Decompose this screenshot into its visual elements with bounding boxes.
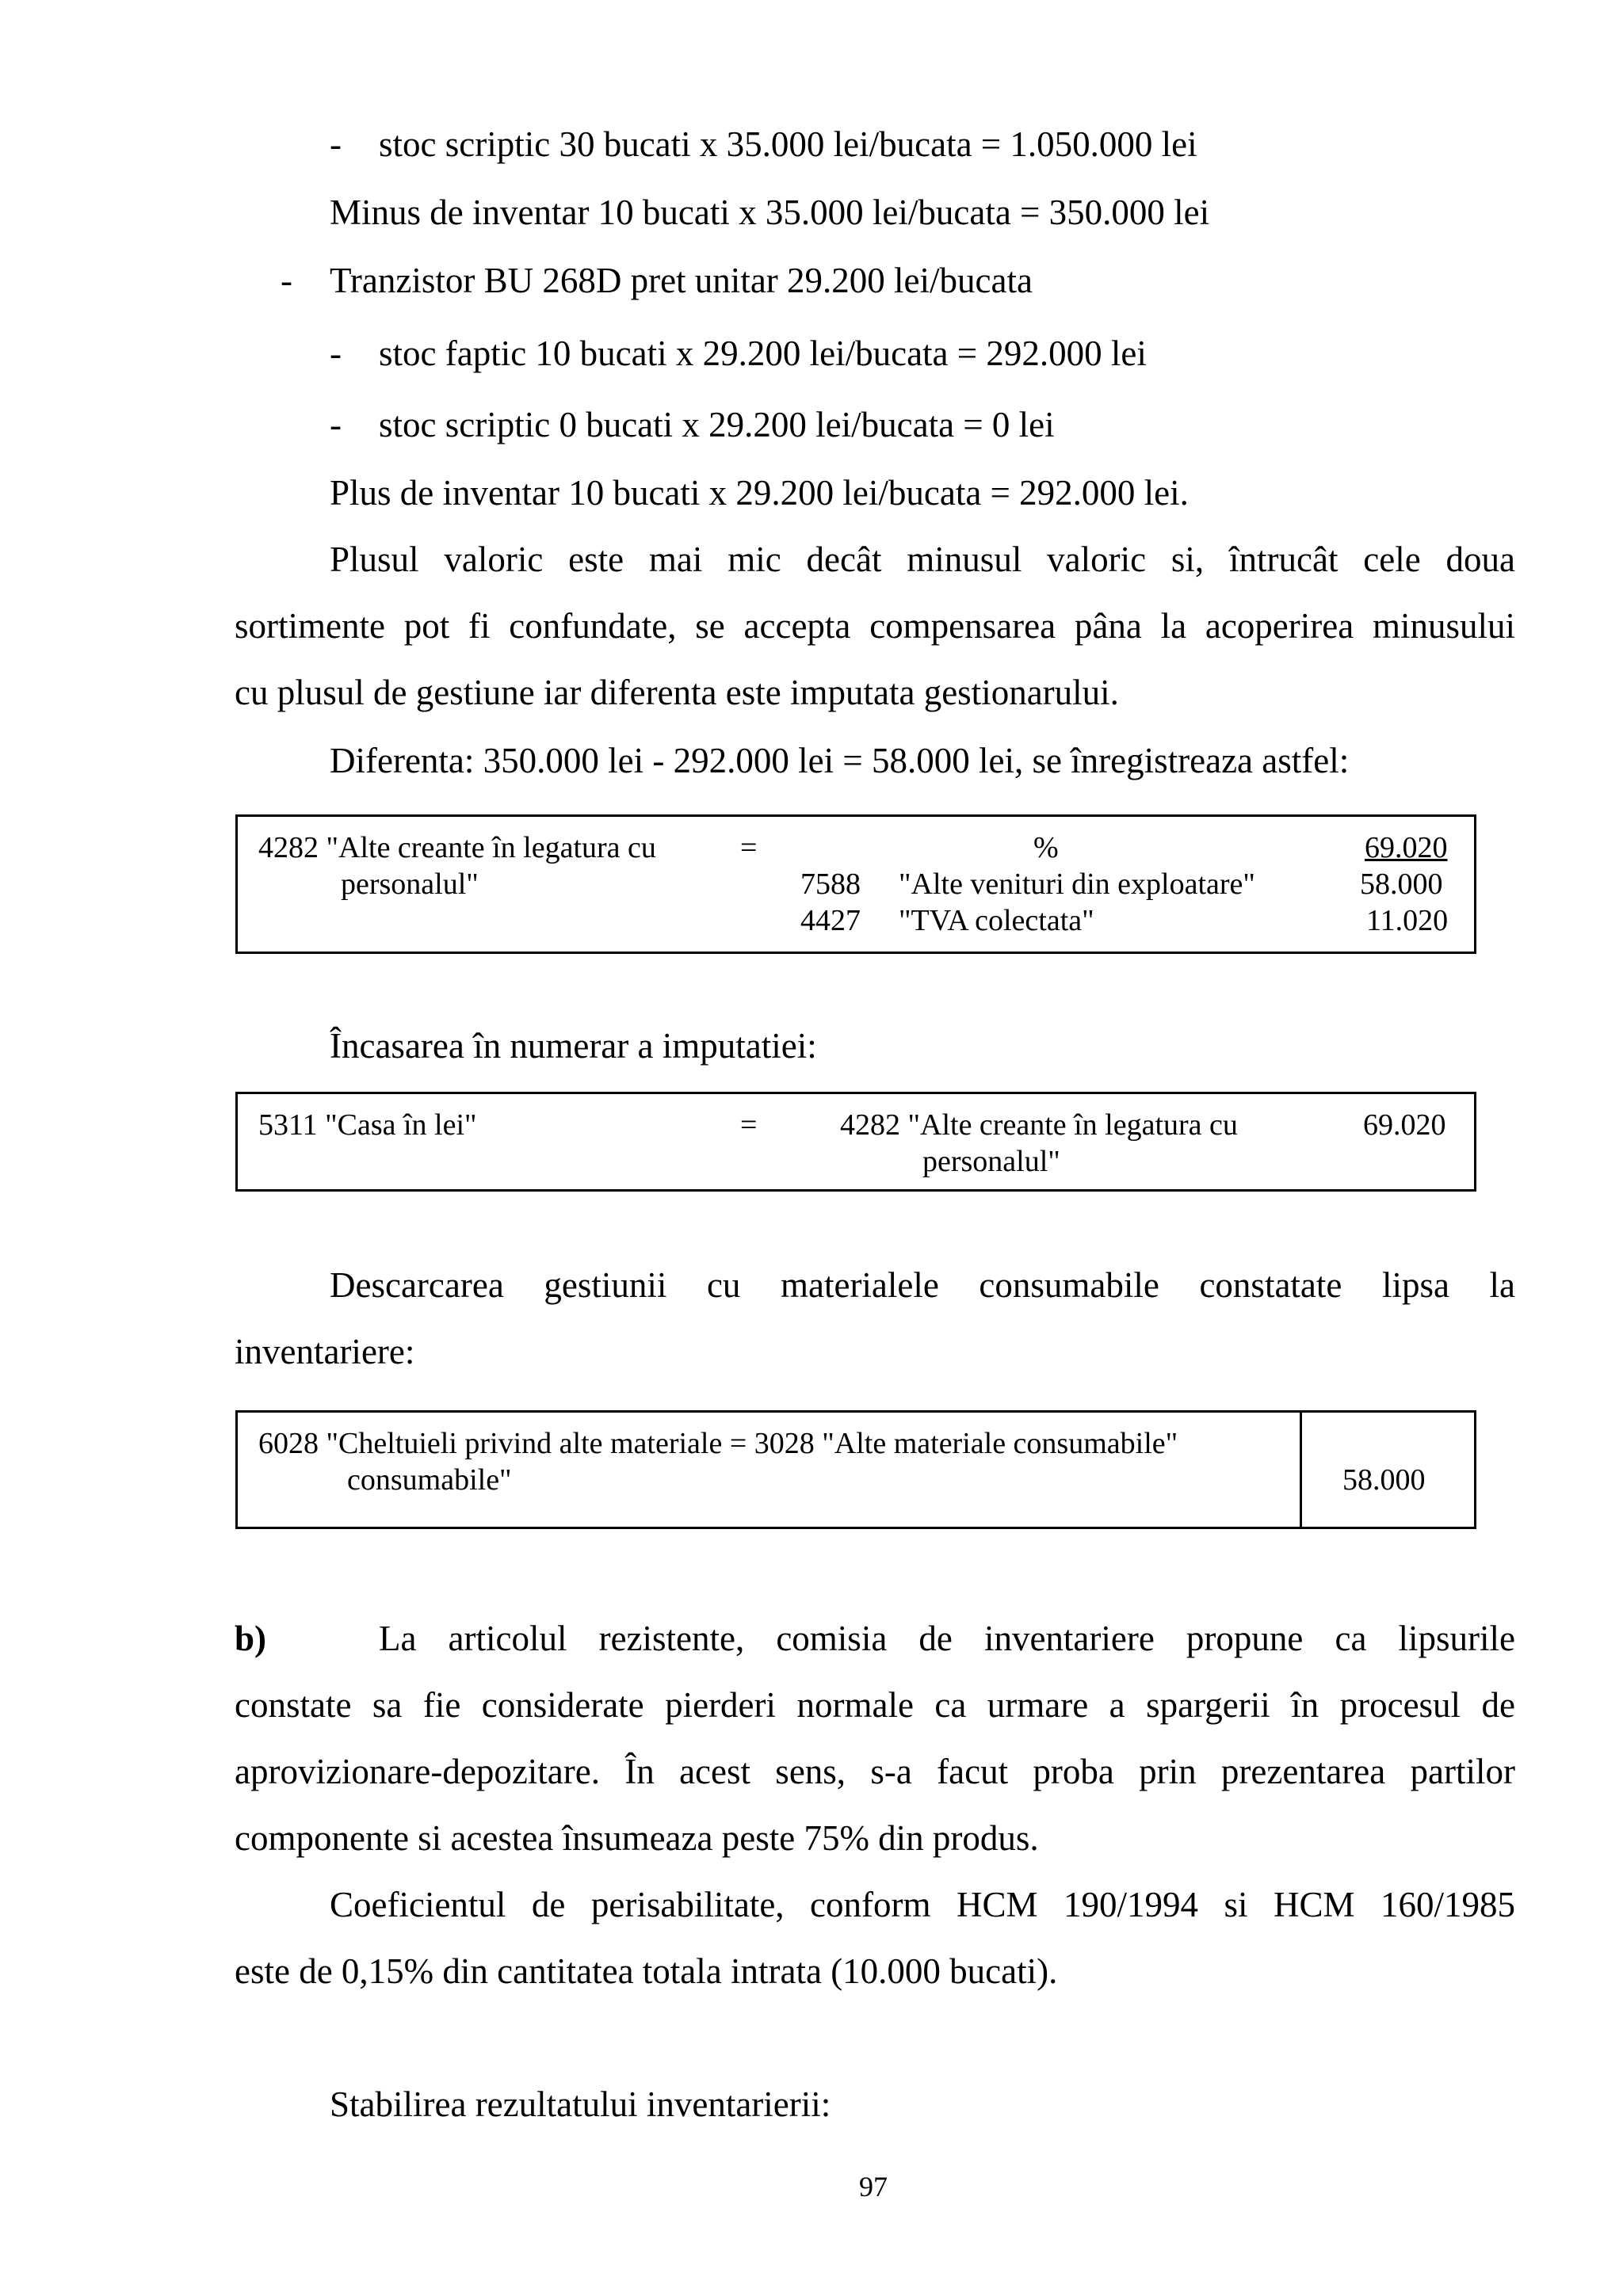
paragraph-line: Diferenta: 350.000 lei - 292.000 lei = 58.000 lei, se înregistreaza astfel:	[330, 741, 1350, 780]
paragraph-line: Încasarea în numerar a imputatiei:	[330, 1026, 817, 1066]
entry2-debit: 5311 "Casa în lei"	[258, 1108, 477, 1142]
entry2-credit-line1: 4282 "Alte creante în legatura cu	[840, 1108, 1238, 1142]
paragraph-line: constate sa fie considerate pierderi normale ca urmare a spargerii în procesul de	[235, 1685, 1515, 1725]
paragraph-line: Stabilirea rezultatului inventarierii:	[330, 2084, 831, 2124]
section-label	[235, 1616, 266, 1661]
paragraph-line: Descarcarea gestiunii cu materialele consumabile constatate lipsa la	[330, 1265, 1515, 1305]
accounting-entry-box-3	[235, 1410, 1476, 1529]
text-line-plus-inventar: Plus de inventar 10 bucati x 29.200 lei/bucata = 292.000 lei.	[330, 473, 1189, 513]
paragraph-line: este de 0,15% din cantitatea totala intrata (10.000 bucati).	[235, 1951, 1058, 1991]
entry1-credit1-amount: 58.000	[1360, 868, 1443, 901]
paragraph-line: Coeficientul de perisabilitate, conform HCM 190/1994 si HCM 160/1985	[330, 1885, 1515, 1924]
bullet-dash: -	[281, 261, 292, 300]
entry1-percent: %	[1033, 831, 1059, 864]
page-number: 97	[859, 2171, 888, 2203]
entry3-line2: consumabile"	[347, 1463, 512, 1497]
entry1-credit1-name: "Alte venituri din exploatare"	[899, 868, 1255, 901]
text-line-tranzistor: Tranzistor BU 268D pret unitar 29.200 lei/bucata	[330, 261, 1033, 300]
entry1-credit2-name: "TVA colectata"	[899, 904, 1094, 937]
paragraph-line: componente si acestea însumeaza peste 75% din produs.	[235, 1818, 1039, 1858]
entry1-equals: =	[740, 831, 758, 864]
entry2-amount: 69.020	[1363, 1108, 1446, 1142]
text-line-stoc-scriptic-1: stoc scriptic 30 bucati x 35.000 lei/bucata = 1.050.000 lei	[379, 124, 1197, 164]
entry3-line1: 6028 "Cheltuieli privind alte materiale = 3028 "Alte materiale consumabile"	[258, 1427, 1178, 1460]
entry1-credit2-account: 4427	[800, 904, 861, 937]
entry1-credit2-amount: 11.020	[1366, 904, 1449, 937]
bullet-dash: -	[330, 124, 342, 164]
entry1-total: 69.020	[1365, 831, 1448, 864]
entry2-credit-line2: personalul"	[922, 1145, 1060, 1178]
accounting-entry-box-1	[235, 814, 1476, 954]
accounting-entry-box-2	[235, 1092, 1476, 1192]
entry1-debit-line2: personalul"	[341, 868, 479, 901]
entry3-column-divider	[1300, 1413, 1302, 1527]
paragraph-line: aprovizionare-depozitare. În acest sens, s-a facut proba prin prezentarea partilor	[235, 1752, 1515, 1791]
bullet-dash: -	[330, 405, 342, 444]
paragraph-line: inventariere:	[235, 1332, 415, 1371]
text-line-stoc-faptic: stoc faptic 10 bucati x 29.200 lei/bucata = 292.000 lei	[379, 334, 1147, 373]
entry2-equals: =	[740, 1108, 758, 1142]
paragraph-line: La articolul rezistente, comisia de inventariere propune ca lipsurile	[379, 1619, 1515, 1658]
paragraph-line: sortimente pot fi confundate, se accepta compensarea pâna la acoperirea minusului	[235, 606, 1515, 646]
paragraph-line: cu plusul de gestiune iar diferenta este imputata gestionarului.	[235, 673, 1119, 712]
section-label-text: b)	[235, 1619, 267, 1658]
bullet-dash: -	[330, 334, 342, 373]
paragraph-line: Plusul valoric este mai mic decât minusul valoric si, întrucât cele doua	[330, 540, 1515, 579]
entry1-credit1-account: 7588	[800, 868, 861, 901]
text-line-minus-inventar: Minus de inventar 10 bucati x 35.000 lei/bucata = 350.000 lei	[330, 193, 1210, 232]
text-line-stoc-scriptic-2: stoc scriptic 0 bucati x 29.200 lei/bucata = 0 lei	[379, 405, 1055, 444]
entry3-amount: 58.000	[1342, 1463, 1426, 1497]
entry1-debit-line1: 4282 "Alte creante în legatura cu	[258, 831, 656, 864]
